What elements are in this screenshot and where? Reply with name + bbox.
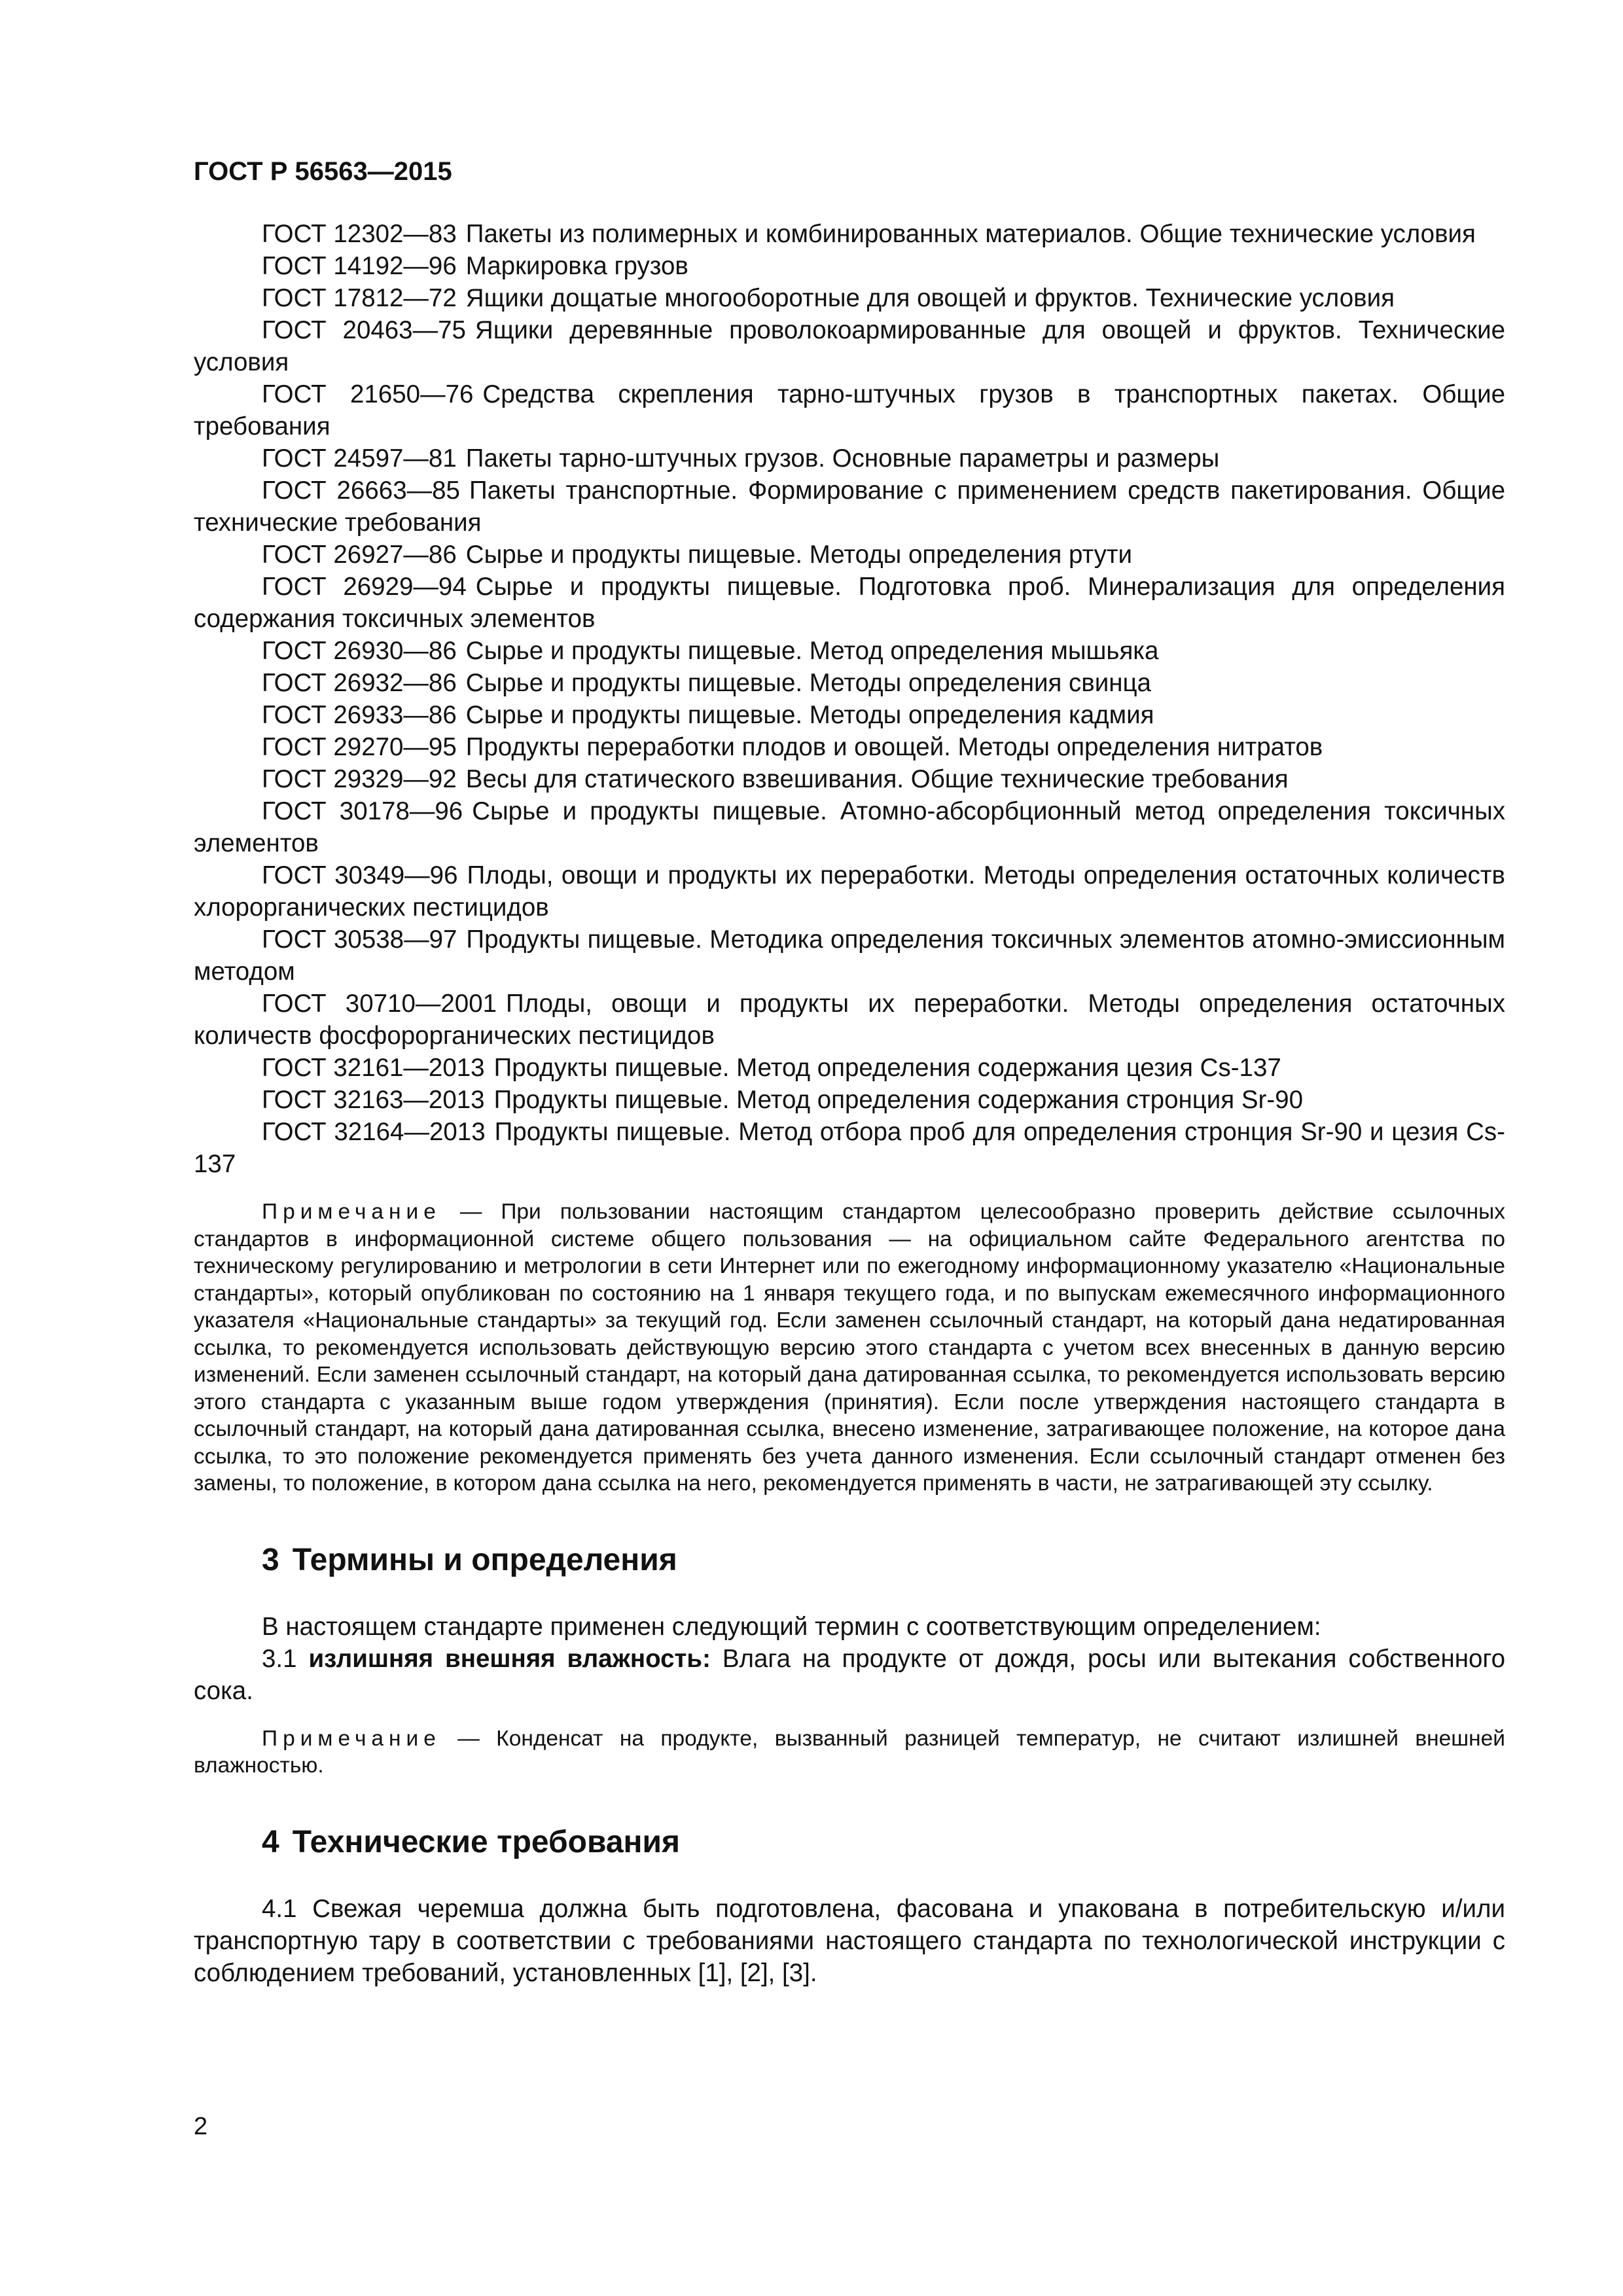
reference-item (194, 667, 1505, 699)
reference-title: Пакеты тарно-штучных грузов. Основные параметры и размеры (465, 444, 1220, 473)
reference-code: ГОСТ 30538—97 (262, 925, 457, 954)
reference-code: ГОСТ 12302—83 (262, 220, 457, 248)
note-label: Примечание (262, 1200, 441, 1224)
reference-title: Сырье и продукты пищевые. Подготовка проб. Минерализация для определения содержания токсичных элементов (194, 573, 1505, 633)
reference-code: ГОСТ 30178—96 (262, 797, 463, 825)
note-text: — Конденсат на продукте, вызванный разницей температур, не считают излишней внешней влажностью. (194, 1726, 1505, 1778)
reference-code: ГОСТ 20463—75 (262, 316, 466, 344)
term-number: 3.1 (262, 1644, 297, 1673)
reference-item (194, 539, 1505, 571)
section-3-heading (262, 1542, 1505, 1578)
reference-title: Продукты пищевые. Метод отбора проб для определения стронция Sr-90 и цезия Cs-137 (194, 1118, 1505, 1178)
reference-code: ГОСТ 26930—86 (262, 637, 457, 665)
reference-code: ГОСТ 21650—76 (262, 380, 474, 408)
reference-item (194, 250, 1505, 282)
section-3-intro: В настоящем стандарте применен следующий термин с соответствующим определением: (262, 1612, 1321, 1641)
reference-item (194, 282, 1505, 314)
document-code-header: ГОСТ Р 56563—2015 (194, 157, 452, 186)
reference-item (194, 763, 1505, 795)
reference-item (194, 1052, 1505, 1084)
reference-item (194, 635, 1505, 667)
reference-code: ГОСТ 29329—92 (262, 765, 457, 793)
reference-code: ГОСТ 26929—94 (262, 573, 467, 601)
page-number: 2 (194, 2113, 208, 2140)
reference-code: ГОСТ 26933—86 (262, 701, 457, 729)
reference-item (194, 1084, 1505, 1116)
reference-code: ГОСТ 30710—2001 (262, 990, 497, 1018)
reference-code: ГОСТ 29270—95 (262, 733, 457, 761)
term-name: излишняя внешняя влажность: (308, 1644, 711, 1673)
reference-code: ГОСТ 32164—2013 (262, 1118, 486, 1146)
reference-item (194, 731, 1505, 763)
clause-number: 4.1 (262, 1894, 297, 1923)
reference-title: Сырье и продукты пищевые. Методы определения кадмия (465, 701, 1154, 729)
reference-title: Маркировка грузов (465, 252, 688, 280)
references-note (194, 1198, 1505, 1498)
reference-title: Сырье и продукты пищевые. Методы определения свинца (465, 669, 1151, 697)
note-label: Примечание (262, 1726, 441, 1751)
reference-title: Продукты переработки плодов и овощей. Методы определения нитратов (465, 733, 1323, 761)
reference-code: ГОСТ 26927—86 (262, 541, 457, 569)
reference-title: Продукты пищевые. Метод определения содержания стронция Sr-90 (493, 1086, 1303, 1114)
reference-title: Продукты пищевые. Методика определения токсичных элементов атомно-эмиссионным методом (194, 925, 1505, 986)
reference-item (194, 378, 1505, 442)
reference-item (194, 442, 1505, 475)
reference-code: ГОСТ 30349—96 (262, 861, 458, 889)
clause-text: Свежая черемша должна быть подготовлена, фасована и упакована в потребительскую и/или транспортную тару в соответствии с требованиями настоящего стандарта по технологической инструкции с соблюдением требований, установленных [1], [2], [3]. (194, 1894, 1505, 1987)
reference-code: ГОСТ 26663—85 (262, 476, 460, 505)
reference-item (194, 314, 1505, 378)
section-number: 3 (262, 1542, 279, 1577)
reference-item (194, 924, 1505, 988)
section-title: Термины и определения (292, 1542, 677, 1577)
term-definition (194, 1643, 1505, 1707)
reference-item (194, 218, 1505, 250)
reference-code: ГОСТ 14192—96 (262, 252, 457, 280)
normative-references-list (194, 218, 1505, 1180)
reference-code: ГОСТ 26932—86 (262, 669, 457, 697)
reference-title: Сырье и продукты пищевые. Методы определения ртути (465, 541, 1133, 569)
section-title: Технические требования (292, 1824, 681, 1859)
reference-item (194, 795, 1505, 859)
reference-item (194, 859, 1505, 924)
reference-title: Пакеты из полимерных и комбинированных материалов. Общие технические условия (465, 220, 1476, 248)
term-definition-text: Влага на продукте от дождя, росы или вытекания собственного сока. (194, 1644, 1505, 1705)
reference-item (194, 571, 1505, 635)
reference-code: ГОСТ 24597—81 (262, 444, 457, 473)
reference-title: Плоды, овощи и продукты их переработки. Методы определения остаточных количеств фосфорорганических пестицидов (194, 990, 1505, 1050)
section-4-heading (262, 1824, 1505, 1860)
reference-item (194, 988, 1505, 1052)
document-page (194, 157, 1505, 1989)
reference-item (194, 1116, 1505, 1180)
reference-title: Сырье и продукты пищевые. Метод определения мышьяка (465, 637, 1159, 665)
reference-title: Ящики деревянные проволокоармированные для овощей и фруктов. Технические условия (194, 316, 1505, 376)
reference-title: Весы для статического взвешивания. Общие технические требования (465, 765, 1289, 793)
note-text: — При пользовании настоящим стандартом целесообразно проверить действие ссылочных стандартов в информационной системе общего пользования — на официальном сайте Федерального агентства по техническому регулированию и метрологии в сети Интернет или по ежегодному информационному указателю «Национальные стандарты», который опубликован по состоянию на 1 января текущего года, и по выпускам ежемесячного информационного указателя «Национальные стандарты» за текущий год. Если заменен ссылочный стандарт, на который дана недатированная ссылка, то рекомендуется использовать действующую версию этого стандарта с учетом всех внесенных в данную версию изменений. Если заменен ссылочный стандарт, на который дана датированная ссылка, то рекомендуется использовать версию этого стандарта с указанным выше годом утверждения (принятия). Если после утверждения настоящего стандарта в ссылочный стандарт, на который дана датированная ссылка, внесено изменение, затрагивающее положение, на которое дана ссылка, то это положение рекомендуется применять без учета данного изменения. Если ссылочный стандарт отменен без замены, то положение, в котором дана ссылка на него, рекомендуется применять в части, не затрагивающей эту ссылку. (194, 1200, 1505, 1496)
clause-4-1 (194, 1893, 1505, 1989)
reference-code: ГОСТ 32163—2013 (262, 1086, 485, 1114)
reference-title: Ящики дощатые многооборотные для овощей и фруктов. Технические условия (465, 284, 1395, 312)
term-note (194, 1725, 1505, 1780)
reference-code: ГОСТ 32161—2013 (262, 1054, 485, 1082)
reference-title: Пакеты транспортные. Формирование с применением средств пакетирования. Общие технические требования (194, 476, 1505, 537)
reference-title: Плоды, овощи и продукты их переработки. Методы определения остаточных количеств хлорорганических пестицидов (194, 861, 1505, 922)
reference-item (194, 475, 1505, 539)
section-number: 4 (262, 1824, 279, 1859)
reference-title: Сырье и продукты пищевые. Атомно-абсорбционный метод определения токсичных элементов (194, 797, 1505, 857)
reference-title: Средства скрепления тарно-штучных грузов в транспортных пакетах. Общие требования (194, 380, 1505, 440)
reference-item (194, 699, 1505, 731)
reference-title: Продукты пищевые. Метод определения содержания цезия Cs-137 (493, 1054, 1281, 1082)
reference-code: ГОСТ 17812—72 (262, 284, 457, 312)
